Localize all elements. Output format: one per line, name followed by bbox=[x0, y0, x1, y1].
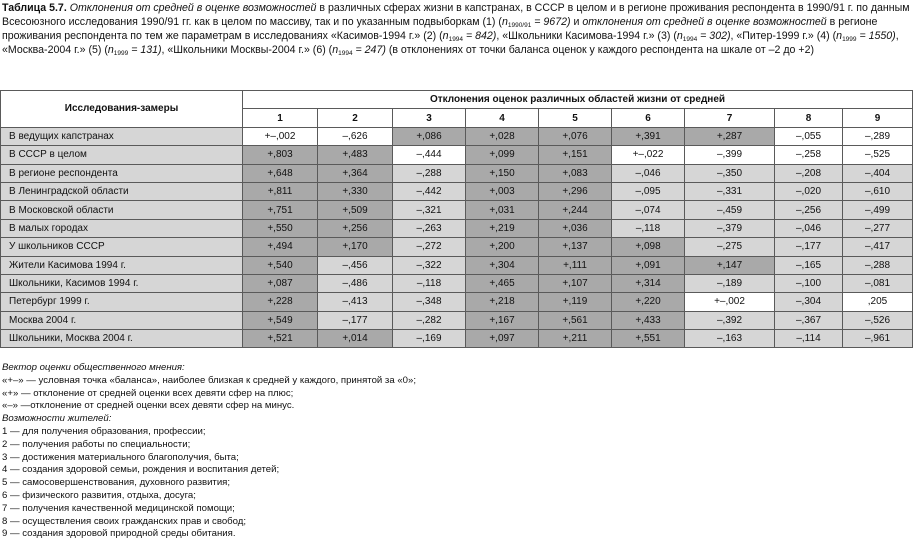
opportunity-note-item: 8 — осуществления своих гражданских прав и свобод; bbox=[2, 515, 247, 527]
opportunity-note-item: 2 — получения работы по специальности; bbox=[2, 438, 191, 450]
caption-italic-title: отклонения от средней в оценке возможностей bbox=[582, 16, 827, 28]
table-cell: –,526 bbox=[843, 311, 913, 329]
table-cell: +,803 bbox=[243, 146, 318, 164]
opportunity-note-item: 1 — для получения образования, профессии; bbox=[2, 425, 206, 437]
caption-label: Таблица 5.7. bbox=[2, 2, 67, 14]
column-number: 9 bbox=[843, 109, 913, 127]
table-cell: +,483 bbox=[318, 146, 393, 164]
caption-n-sub: 1990/91 bbox=[507, 22, 532, 29]
header-studies: Исследования-замеры bbox=[1, 91, 243, 128]
table-cell: +–,002 bbox=[685, 293, 775, 311]
table-cell: –,118 bbox=[393, 274, 466, 292]
table-cell: +–,022 bbox=[612, 146, 685, 164]
table-row bbox=[1, 146, 913, 164]
table-cell: +,219 bbox=[466, 219, 539, 237]
row-label: Жители Касимова 1994 г. bbox=[1, 256, 243, 274]
table-cell: +,098 bbox=[612, 238, 685, 256]
table-cell: –,413 bbox=[318, 293, 393, 311]
caption-text: в регионе проживания респондента по тем же параметрам в исследованиях «Касимов-1994 г.» (2) ( bbox=[2, 16, 878, 42]
table-cell: +,551 bbox=[612, 330, 685, 348]
table-cell: –,020 bbox=[775, 182, 843, 200]
table-cell: +,076 bbox=[539, 127, 612, 145]
row-label: В Московской области bbox=[1, 201, 243, 219]
opportunity-note-item: 9 — создания здоровой природной среды обитания. bbox=[2, 528, 236, 540]
vector-note-item: «–» —отклонение от средней оценки всех девяти сфер на минус. bbox=[2, 400, 295, 412]
row-label: Школьники, Москва 2004 г. bbox=[1, 330, 243, 348]
table-cell: –,610 bbox=[843, 182, 913, 200]
table-row bbox=[1, 201, 913, 219]
notes-vector-list bbox=[2, 375, 907, 413]
table-cell: –,304 bbox=[775, 293, 843, 311]
table-cell: +,811 bbox=[243, 182, 318, 200]
caption-text: , «Школьники Касимова-1994 г.» (3) ( bbox=[496, 30, 677, 42]
notes-opportunities-list bbox=[2, 426, 907, 541]
table-cell: +,167 bbox=[466, 311, 539, 329]
table-cell: +,097 bbox=[466, 330, 539, 348]
table-cell: +,218 bbox=[466, 293, 539, 311]
caption-text: , «Школьники Москвы-2004 г.» (6) ( bbox=[161, 44, 333, 56]
table-cell: –,272 bbox=[393, 238, 466, 256]
table-cell: –,288 bbox=[843, 256, 913, 274]
table-cell: –,165 bbox=[775, 256, 843, 274]
table-cell: –,169 bbox=[393, 330, 466, 348]
table-cell: –,456 bbox=[318, 256, 393, 274]
table-cell: +,364 bbox=[318, 164, 393, 182]
table-cell: –,289 bbox=[843, 127, 913, 145]
table-cell: +–,002 bbox=[243, 127, 318, 145]
row-label: Москва 2004 г. bbox=[1, 311, 243, 329]
caption-n-val: = 247) bbox=[352, 44, 386, 56]
table-cell: +,433 bbox=[612, 311, 685, 329]
caption-n-var: n bbox=[676, 30, 683, 42]
table-cell: –,444 bbox=[393, 146, 466, 164]
table-notes bbox=[2, 362, 907, 541]
table-row bbox=[1, 256, 913, 274]
table-cell: ,205 bbox=[843, 293, 913, 311]
caption-n-val: = 9672) bbox=[531, 16, 571, 28]
caption-n-val: = 131) bbox=[128, 44, 162, 56]
table-cell: –,379 bbox=[685, 219, 775, 237]
table-cell: +,150 bbox=[466, 164, 539, 182]
table-cell: –,399 bbox=[685, 146, 775, 164]
table-cell: –,499 bbox=[843, 201, 913, 219]
column-number: 3 bbox=[393, 109, 466, 127]
table-header-row bbox=[1, 91, 913, 109]
table-cell: +,391 bbox=[612, 127, 685, 145]
caption-text: в различных сферах жизни в капстранах, в СССР в целом и в регионе проживания респондента в 1990/91 г. по данным Всесоюзного исследования 1990/91 гг. как в целом по массиву, так и по указанным подвыборкам (1) ( bbox=[2, 2, 910, 28]
table-cell: +,087 bbox=[243, 274, 318, 292]
column-number: 6 bbox=[612, 109, 685, 127]
caption-n-sub: 1994 bbox=[682, 36, 698, 43]
table-cell: –,074 bbox=[612, 201, 685, 219]
caption-n-var: n bbox=[501, 16, 508, 28]
table-cell: –,118 bbox=[612, 219, 685, 237]
table-row bbox=[1, 238, 913, 256]
table-cell: –,055 bbox=[775, 127, 843, 145]
table-row bbox=[1, 164, 913, 182]
table-cell: –,208 bbox=[775, 164, 843, 182]
opportunity-note-item: 3 — достижения материального благополучия, быта; bbox=[2, 451, 239, 463]
table-cell: –,189 bbox=[685, 274, 775, 292]
table-cell: –,263 bbox=[393, 219, 466, 237]
caption-n-var: n bbox=[107, 44, 114, 56]
table-cell: –,282 bbox=[393, 311, 466, 329]
table-cell: +,028 bbox=[466, 127, 539, 145]
table-cell: –,288 bbox=[393, 164, 466, 182]
table-cell: –,114 bbox=[775, 330, 843, 348]
vector-note-item: «+–» — условная точка «баланса», наиболее близкая к средней у каждого, принятой за «0»; bbox=[2, 374, 417, 386]
caption-text: (в отклонениях от точки баланса оценок у каждого респондента на шкале от –2 до +2) bbox=[385, 44, 814, 56]
table-cell: +,550 bbox=[243, 219, 318, 237]
opportunity-note-item: 7 — получения качественной медицинской помощи; bbox=[2, 502, 235, 514]
table-cell: –,322 bbox=[393, 256, 466, 274]
caption-n-var: n bbox=[836, 30, 843, 42]
table-row bbox=[1, 330, 913, 348]
opportunity-note-item: 6 — физического развития, отдыха, досуга; bbox=[2, 489, 196, 501]
table-cell: –,404 bbox=[843, 164, 913, 182]
row-label: В СССР в целом bbox=[1, 146, 243, 164]
table-cell: –,163 bbox=[685, 330, 775, 348]
notes-vector-title: Вектор оценки общественного мнения: bbox=[2, 362, 185, 373]
table-cell: –,392 bbox=[685, 311, 775, 329]
table-caption bbox=[2, 1, 910, 57]
table-cell: +,200 bbox=[466, 238, 539, 256]
table-row bbox=[1, 274, 913, 292]
table-cell: +,083 bbox=[539, 164, 612, 182]
table-cell: –,256 bbox=[775, 201, 843, 219]
table-cell: +,287 bbox=[685, 127, 775, 145]
table-cell: +,099 bbox=[466, 146, 539, 164]
table-cell: +,304 bbox=[466, 256, 539, 274]
opportunity-note-item: 4 — создания здоровой семьи, рождения и воспитания детей; bbox=[2, 464, 280, 476]
table-cell: +,648 bbox=[243, 164, 318, 182]
table-cell: +,549 bbox=[243, 311, 318, 329]
table-cell: –,417 bbox=[843, 238, 913, 256]
table-cell: –,348 bbox=[393, 293, 466, 311]
opportunity-note-item: 5 — самосовершенствования, духовного развития; bbox=[2, 477, 231, 489]
column-number: 1 bbox=[243, 109, 318, 127]
table-cell: +,256 bbox=[318, 219, 393, 237]
table-cell: –,367 bbox=[775, 311, 843, 329]
caption-n-sub: 1999 bbox=[842, 36, 857, 43]
column-number: 4 bbox=[466, 109, 539, 127]
caption-text: , «Питер-1999 г.» (4) ( bbox=[730, 30, 837, 42]
table-cell: –,046 bbox=[775, 219, 843, 237]
table-cell: –,275 bbox=[685, 238, 775, 256]
caption-n-sub: 1994 bbox=[448, 36, 464, 43]
row-label: Школьники, Касимов 1994 г. bbox=[1, 274, 243, 292]
row-label: В ведущих капстранах bbox=[1, 127, 243, 145]
row-label: Петербург 1999 г. bbox=[1, 293, 243, 311]
table-cell: –,177 bbox=[318, 311, 393, 329]
table-cell: +,540 bbox=[243, 256, 318, 274]
table-cell: +,147 bbox=[685, 256, 775, 274]
table-cell: +,228 bbox=[243, 293, 318, 311]
table-cell: +,003 bbox=[466, 182, 539, 200]
caption-n-val: = 1550) bbox=[856, 30, 896, 42]
caption-n-val: = 842) bbox=[463, 30, 497, 42]
row-label: В регионе респондента bbox=[1, 164, 243, 182]
caption-n-var: n bbox=[442, 30, 449, 42]
header-deviations: Отклонения оценок различных областей жизни от средней bbox=[243, 91, 913, 109]
table-row bbox=[1, 219, 913, 237]
table-cell: –,350 bbox=[685, 164, 775, 182]
caption-n-sub: 1999 bbox=[113, 50, 129, 57]
table-row bbox=[1, 311, 913, 329]
table-cell: –,046 bbox=[612, 164, 685, 182]
table-cell: –,961 bbox=[843, 330, 913, 348]
table-cell: +,211 bbox=[539, 330, 612, 348]
table-cell: +,137 bbox=[539, 238, 612, 256]
table-cell: +,220 bbox=[612, 293, 685, 311]
table-cell: +,031 bbox=[466, 201, 539, 219]
table-cell: +,509 bbox=[318, 201, 393, 219]
table-cell: –,626 bbox=[318, 127, 393, 145]
table-cell: –,277 bbox=[843, 219, 913, 237]
deviation-table bbox=[0, 90, 913, 348]
table-row bbox=[1, 182, 913, 200]
caption-n-var: n bbox=[332, 44, 339, 56]
table-cell: –,177 bbox=[775, 238, 843, 256]
notes-opportunities-title: Возможности жителей: bbox=[2, 413, 112, 425]
table-cell: +,296 bbox=[539, 182, 612, 200]
table-cell: –,081 bbox=[843, 274, 913, 292]
table-cell: +,111 bbox=[539, 256, 612, 274]
row-label: У школьников СССР bbox=[1, 238, 243, 256]
table-cell: –,459 bbox=[685, 201, 775, 219]
table-cell: +,151 bbox=[539, 146, 612, 164]
table-cell: +,107 bbox=[539, 274, 612, 292]
caption-text: , «Москва-2004 г.» (5) ( bbox=[2, 30, 899, 56]
table-cell: +,170 bbox=[318, 238, 393, 256]
table-cell: –,442 bbox=[393, 182, 466, 200]
caption-italic-title: Отклонения от средней в оценке возможностей bbox=[69, 2, 317, 14]
column-number: 2 bbox=[318, 109, 393, 127]
table-cell: –,486 bbox=[318, 274, 393, 292]
table-row bbox=[1, 293, 913, 311]
table-cell: +,014 bbox=[318, 330, 393, 348]
table-cell: –,525 bbox=[843, 146, 913, 164]
table-cell: +,494 bbox=[243, 238, 318, 256]
column-number: 5 bbox=[539, 109, 612, 127]
caption-n-val: = 302) bbox=[697, 30, 731, 42]
table-cell: +,330 bbox=[318, 182, 393, 200]
table-cell: +,119 bbox=[539, 293, 612, 311]
table-cell: +,314 bbox=[612, 274, 685, 292]
caption-text: и bbox=[570, 16, 583, 28]
table-cell: –,321 bbox=[393, 201, 466, 219]
table-body bbox=[1, 127, 913, 348]
table-cell: –,100 bbox=[775, 274, 843, 292]
table-cell: +,244 bbox=[539, 201, 612, 219]
column-number: 8 bbox=[775, 109, 843, 127]
caption-n-sub: 1994 bbox=[338, 50, 353, 57]
table-cell: –,331 bbox=[685, 182, 775, 200]
row-label: В Ленинградской области bbox=[1, 182, 243, 200]
table-cell: +,521 bbox=[243, 330, 318, 348]
table-cell: –,258 bbox=[775, 146, 843, 164]
table-cell: +,751 bbox=[243, 201, 318, 219]
table-cell: +,091 bbox=[612, 256, 685, 274]
table-row bbox=[1, 127, 913, 145]
table-cell: +,086 bbox=[393, 127, 466, 145]
table-cell: +,465 bbox=[466, 274, 539, 292]
table-cell: –,095 bbox=[612, 182, 685, 200]
table-cell: +,561 bbox=[539, 311, 612, 329]
table-cell: +,036 bbox=[539, 219, 612, 237]
row-label: В малых городах bbox=[1, 219, 243, 237]
column-number: 7 bbox=[685, 109, 775, 127]
vector-note-item: «+» — отклонение от средней оценки всех девяти сфер на плюс; bbox=[2, 387, 294, 399]
